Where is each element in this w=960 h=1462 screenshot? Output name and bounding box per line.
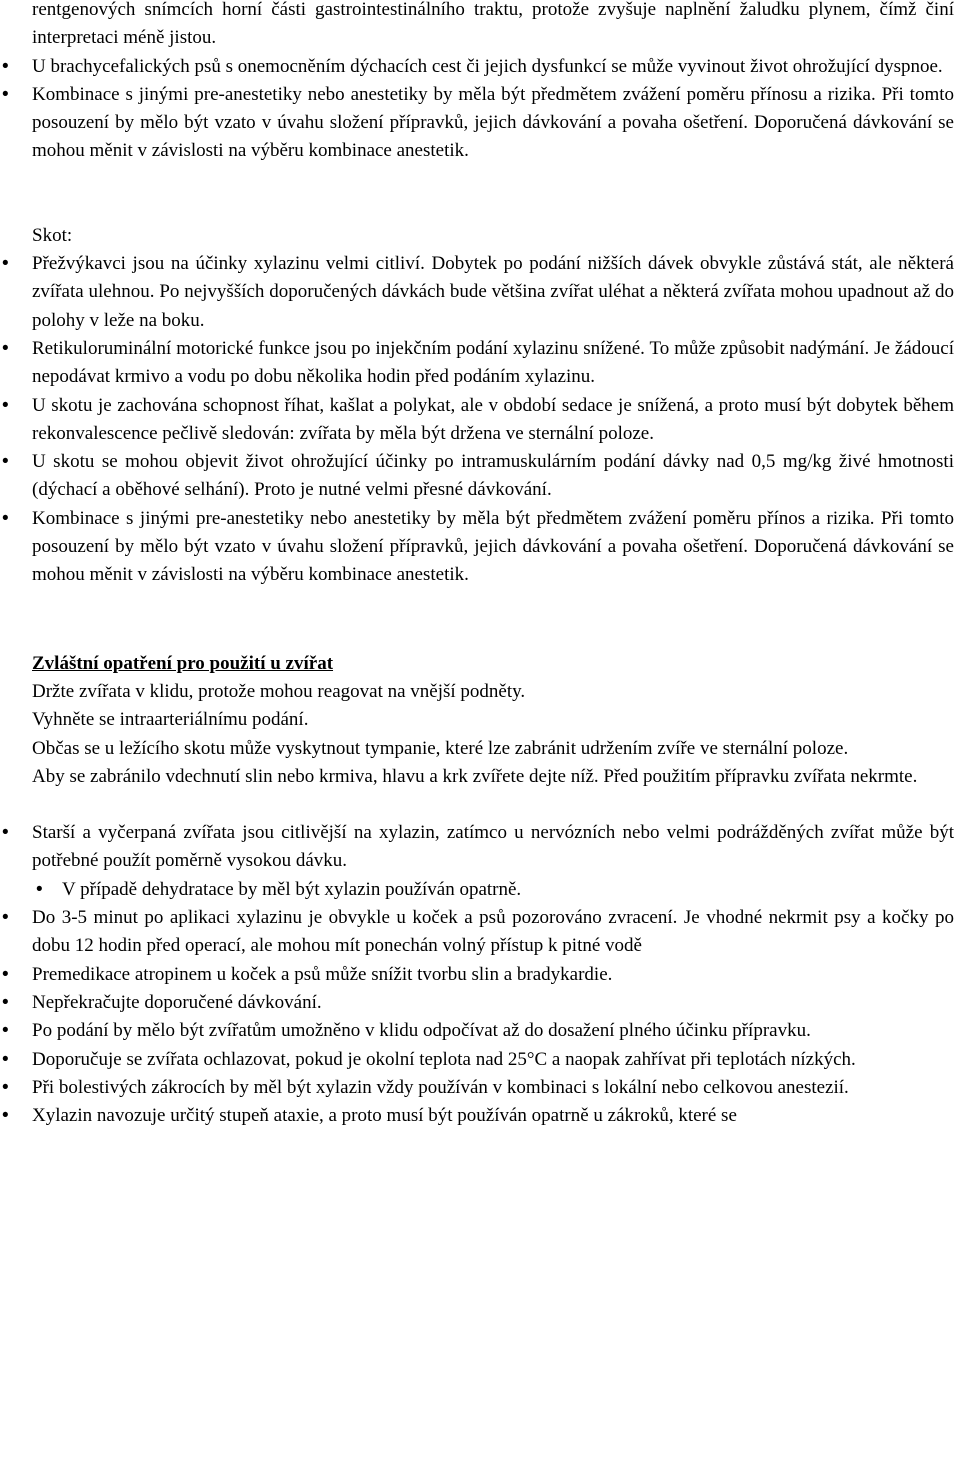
sub-list-item: • V případě dehydratace by měl být xylazin používán opatrně. bbox=[0, 876, 960, 904]
spacer bbox=[0, 590, 960, 650]
list-item: • U skotu je zachována schopnost říhat, kašlat a polykat, ale v období sedace je snížená, a proto musí být dobytek během rekonvalescence pečlivě sledován: zvířata by měla být držena ve sternální poloze. bbox=[0, 392, 960, 449]
section-heading-skot: Skot: bbox=[32, 224, 73, 246]
list-item: • U skotu se mohou objevit život ohrožující účinky po intramuskulárním podání dávky nad 0,5 mg/kg živé hmotnosti (dýchací a oběhové selhání). Proto je nutné velmi přesné dávkování. bbox=[0, 448, 960, 505]
list-item: • Kombinace s jinými pre-anestetiky nebo anestetiky by měla být předmětem zvážení poměru přínos a rizika. Při tomto posouzení by mělo být vzato v úvahu složení přípravků, jejich dávkování a povaha ošetření. Doporučená dávkování se mohou měnit v závislosti na výběru kombinace anestetik. bbox=[0, 505, 960, 590]
paragraph: Vyhněte se intraarteriálnímu podání. bbox=[32, 709, 309, 731]
list-item: • Do 3-5 minut po aplikaci xylazinu je obvykle u koček a psů pozorováno zvracení. Je vhodné nekrmit psy a kočky po dobu 12 hodin před operací, ale mohou mít ponechán volný přístup k pitné vodě bbox=[0, 904, 960, 961]
list-item: • Kombinace s jinými pre-anestetiky nebo anestetiky by měla být předmětem zvážení poměru přínosu a rizika. Při tomto posouzení by mělo být vzato v úvahu složení přípravků, jejich dávkování a povaha ošetření. Doporučená dávkování se mohou měnit v závislosti na výběru kombinace anestetik. bbox=[0, 81, 960, 166]
spacer bbox=[0, 791, 960, 819]
list-item: • Nepřekračujte doporučené dávkování. bbox=[0, 989, 960, 1017]
spacer bbox=[0, 166, 960, 222]
list-item: • Doporučuje se zvířata ochlazovat, pokud je okolní teplota nad 25°C a naopak zahřívat při teplotách nízkých. bbox=[0, 1046, 960, 1074]
list-item: • Xylazin navozuje určitý stupeň ataxie, a proto musí být používán opatrně u zákroků, které se bbox=[0, 1102, 960, 1130]
list-item: • Premedikace atropinem u koček a psů může snížit tvorbu slin a bradykardie. bbox=[0, 961, 960, 989]
paragraph: Aby se zabránilo vdechnutí slin nebo krmiva, hlavu a krk zvířete dejte níž. Před použitím přípravku zvířata nekrmte. bbox=[32, 765, 918, 787]
list-item: • Při bolestivých zákrocích by měl být xylazin vždy používán v kombinaci s lokální nebo celkovou anestezií. bbox=[0, 1074, 960, 1102]
list-item: • Starší a vyčerpaná zvířata jsou citlivější na xylazin, zatímco u nervózních nebo velmi podrážděných zvířat může být potřebné použít poměrně vysokou dávku. bbox=[0, 819, 960, 876]
list-item: • Přežvýkavci jsou na účinky xylazinu velmi citliví. Dobytek po podání nižších dávek obvykle zůstává stát, ale některá zvířata ulehnou. Po nejvyšších doporučených dávkách bude většina zvířat uléhat a některá zvířata mohou upadnout až do polohy v leže na boku. bbox=[0, 250, 960, 335]
paragraph: Občas se u ležícího skotu může vyskytnout tympanie, které lze zabránit udržením zvíře ve sternální poloze. bbox=[32, 737, 849, 759]
list-item: • Po podání by mělo být zvířatům umožněno v klidu odpočívat až do dosažení plného účinku přípravku. bbox=[0, 1017, 960, 1045]
paragraph: Držte zvířata v klidu, protože mohou reagovat na vnější podněty. bbox=[32, 680, 526, 702]
section-heading-special-precautions: Zvláštní opatření pro použití u zvířat bbox=[32, 652, 334, 674]
list-item: • U brachycefalických psů s onemocněním dýchacích cest či jejich dysfunkcí se může vyvinout život ohrožující dyspnoe. bbox=[0, 53, 960, 81]
list-item: • Retikuloruminální motorické funkce jsou po injekčním podání xylazinu snížené. To může způsobit nadýmání. Je žádoucí nepodávat krmivo a vodu po dobu několika hodin před podáním xylazinu. bbox=[0, 335, 960, 392]
list-item: rentgenových snímcích horní části gastrointestinálního traktu, protože zvyšuje naplnění žaludku plynem, čímž činí interpretaci méně jistou. bbox=[32, 0, 954, 49]
